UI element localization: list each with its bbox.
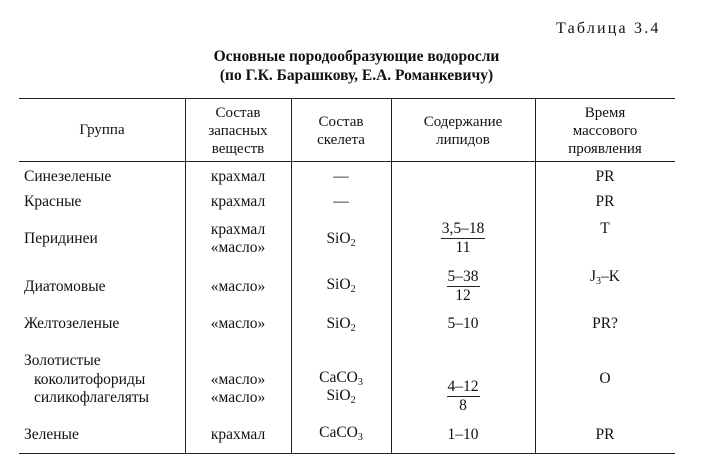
row3-time: T — [600, 220, 610, 237]
header-group: Группа — [79, 122, 125, 138]
row4-skeleton: SiO$_2$ — [326, 276, 356, 295]
row3-group: Перидинеи — [24, 230, 98, 247]
row7-lipids: 1–10 — [447, 426, 479, 443]
row6-time: O — [599, 370, 611, 387]
row4-time: $J_3-K$ — [590, 268, 620, 287]
row4-group: Диатомовые — [24, 278, 106, 295]
row5-time: PR? — [592, 315, 618, 332]
table-bottom-rule — [19, 453, 675, 454]
row3-reserve1: крахмал — [210, 221, 266, 238]
row4-lipids: $\frac{5-38}{12}$ — [447, 268, 479, 304]
header-reserves: Состав запасных веществ — [208, 105, 268, 157]
table-title-line2: (по Г.К. Барашкову, Е.А. Романкевичу) — [219, 67, 494, 84]
table-top-rule — [19, 98, 675, 99]
row6-skeleton2: CaCO$_3$ — [319, 369, 363, 388]
row1-reserve: крахмал — [210, 168, 266, 185]
row2-group: Красные — [24, 193, 82, 210]
row2-reserve: крахмал — [210, 193, 266, 210]
row7-group: Зеленые — [24, 426, 79, 443]
row7-time: PR — [595, 426, 615, 443]
row1-time: PR — [595, 168, 615, 185]
row2-time: PR — [595, 193, 615, 210]
row7-reserve: крахмал — [210, 426, 266, 443]
row4-reserve: «масло» — [210, 278, 266, 295]
header-time: Время массового проявления — [568, 105, 642, 157]
header-lipids: Содержание липидов — [423, 114, 503, 148]
header-bottom-rule — [19, 161, 675, 162]
row3-lipids: $\frac{3,5-18}{11}$ — [441, 220, 485, 256]
row6-skeleton3: SiO$_2$ — [326, 387, 356, 406]
row7-skeleton: CaCO$_3$ — [319, 424, 363, 443]
row5-group: Желтозеленые — [24, 315, 120, 332]
row6-group1: Золотистые — [24, 352, 101, 369]
row6-reserve2: «масло» — [210, 371, 266, 388]
row3-skeleton: SiO$_2$ — [326, 230, 356, 249]
row6-lipids: $\frac{4-12}{8}$ — [447, 378, 479, 414]
row6-group3: силикофлагеляты — [34, 389, 150, 406]
row5-reserve: «масло» — [210, 315, 266, 332]
table-label: Таблица 3.4 — [556, 20, 661, 37]
row3-reserve2: «масло» — [210, 239, 266, 256]
row6-group2: коколитофориды — [34, 371, 146, 388]
row2-skeleton: — — [333, 193, 349, 210]
table-title-line1: Основные породообразующие водоросли — [213, 48, 500, 65]
header-skeleton: Состав скелета — [317, 114, 365, 148]
row6-reserve3: «масло» — [210, 389, 266, 406]
row1-group: Синезеленые — [24, 168, 112, 185]
row5-lipids: 5–10 — [447, 315, 479, 332]
row5-skeleton: SiO$_2$ — [326, 315, 356, 334]
row1-skeleton: — — [333, 168, 349, 185]
